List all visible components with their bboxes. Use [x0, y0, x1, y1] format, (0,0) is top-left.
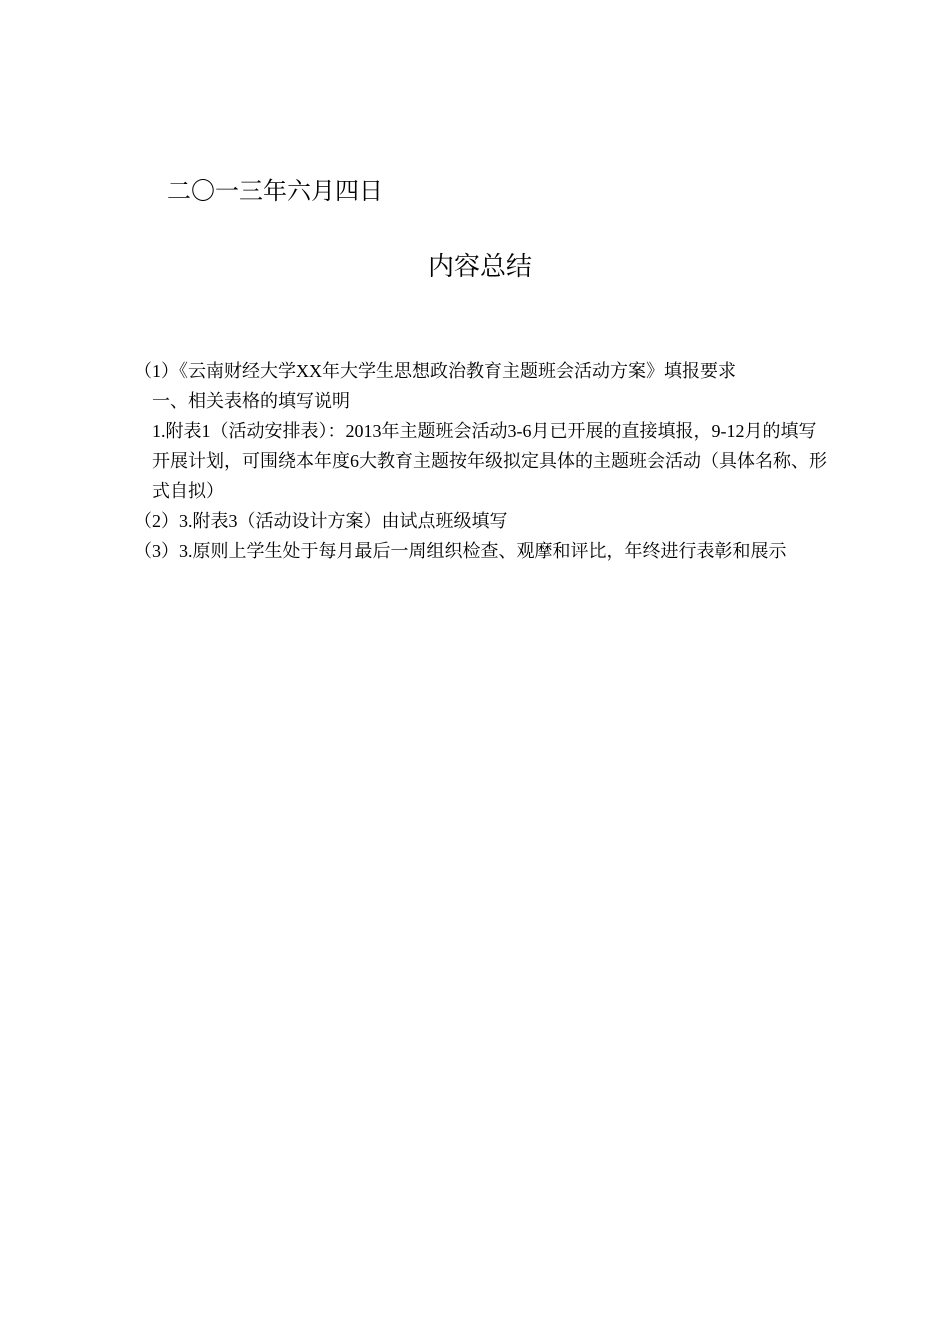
paragraph-table-1-instructions: 1.附表1（活动安排表）：2013年主题班会活动3-6月已开展的直接填报，9-12月的填写开展计划，可围绕本年度6大教育主题按年级拟定具体的主题班会活动（具体名称、形式自拟）: [152, 421, 827, 501]
paragraph-section-heading: 一、相关表格的填写说明: [152, 391, 350, 411]
date-line: 二〇一三年六月四日: [167, 177, 383, 205]
summary-title: 内容总结: [427, 252, 532, 282]
summary-body: [134, 356, 834, 566]
paragraph-requirement-3: （3）3.原则上学生处于每月最后一周组织检查、观摩和评比，年终进行表彰和展示: [134, 541, 787, 561]
paragraph-requirement-2: （2）3.附表3（活动设计方案）由试点班级填写: [134, 511, 508, 531]
paragraph-requirement-1: （1）《云南财经大学XX年大学生思想政治教育主题班会活动方案》填报要求: [134, 361, 736, 381]
